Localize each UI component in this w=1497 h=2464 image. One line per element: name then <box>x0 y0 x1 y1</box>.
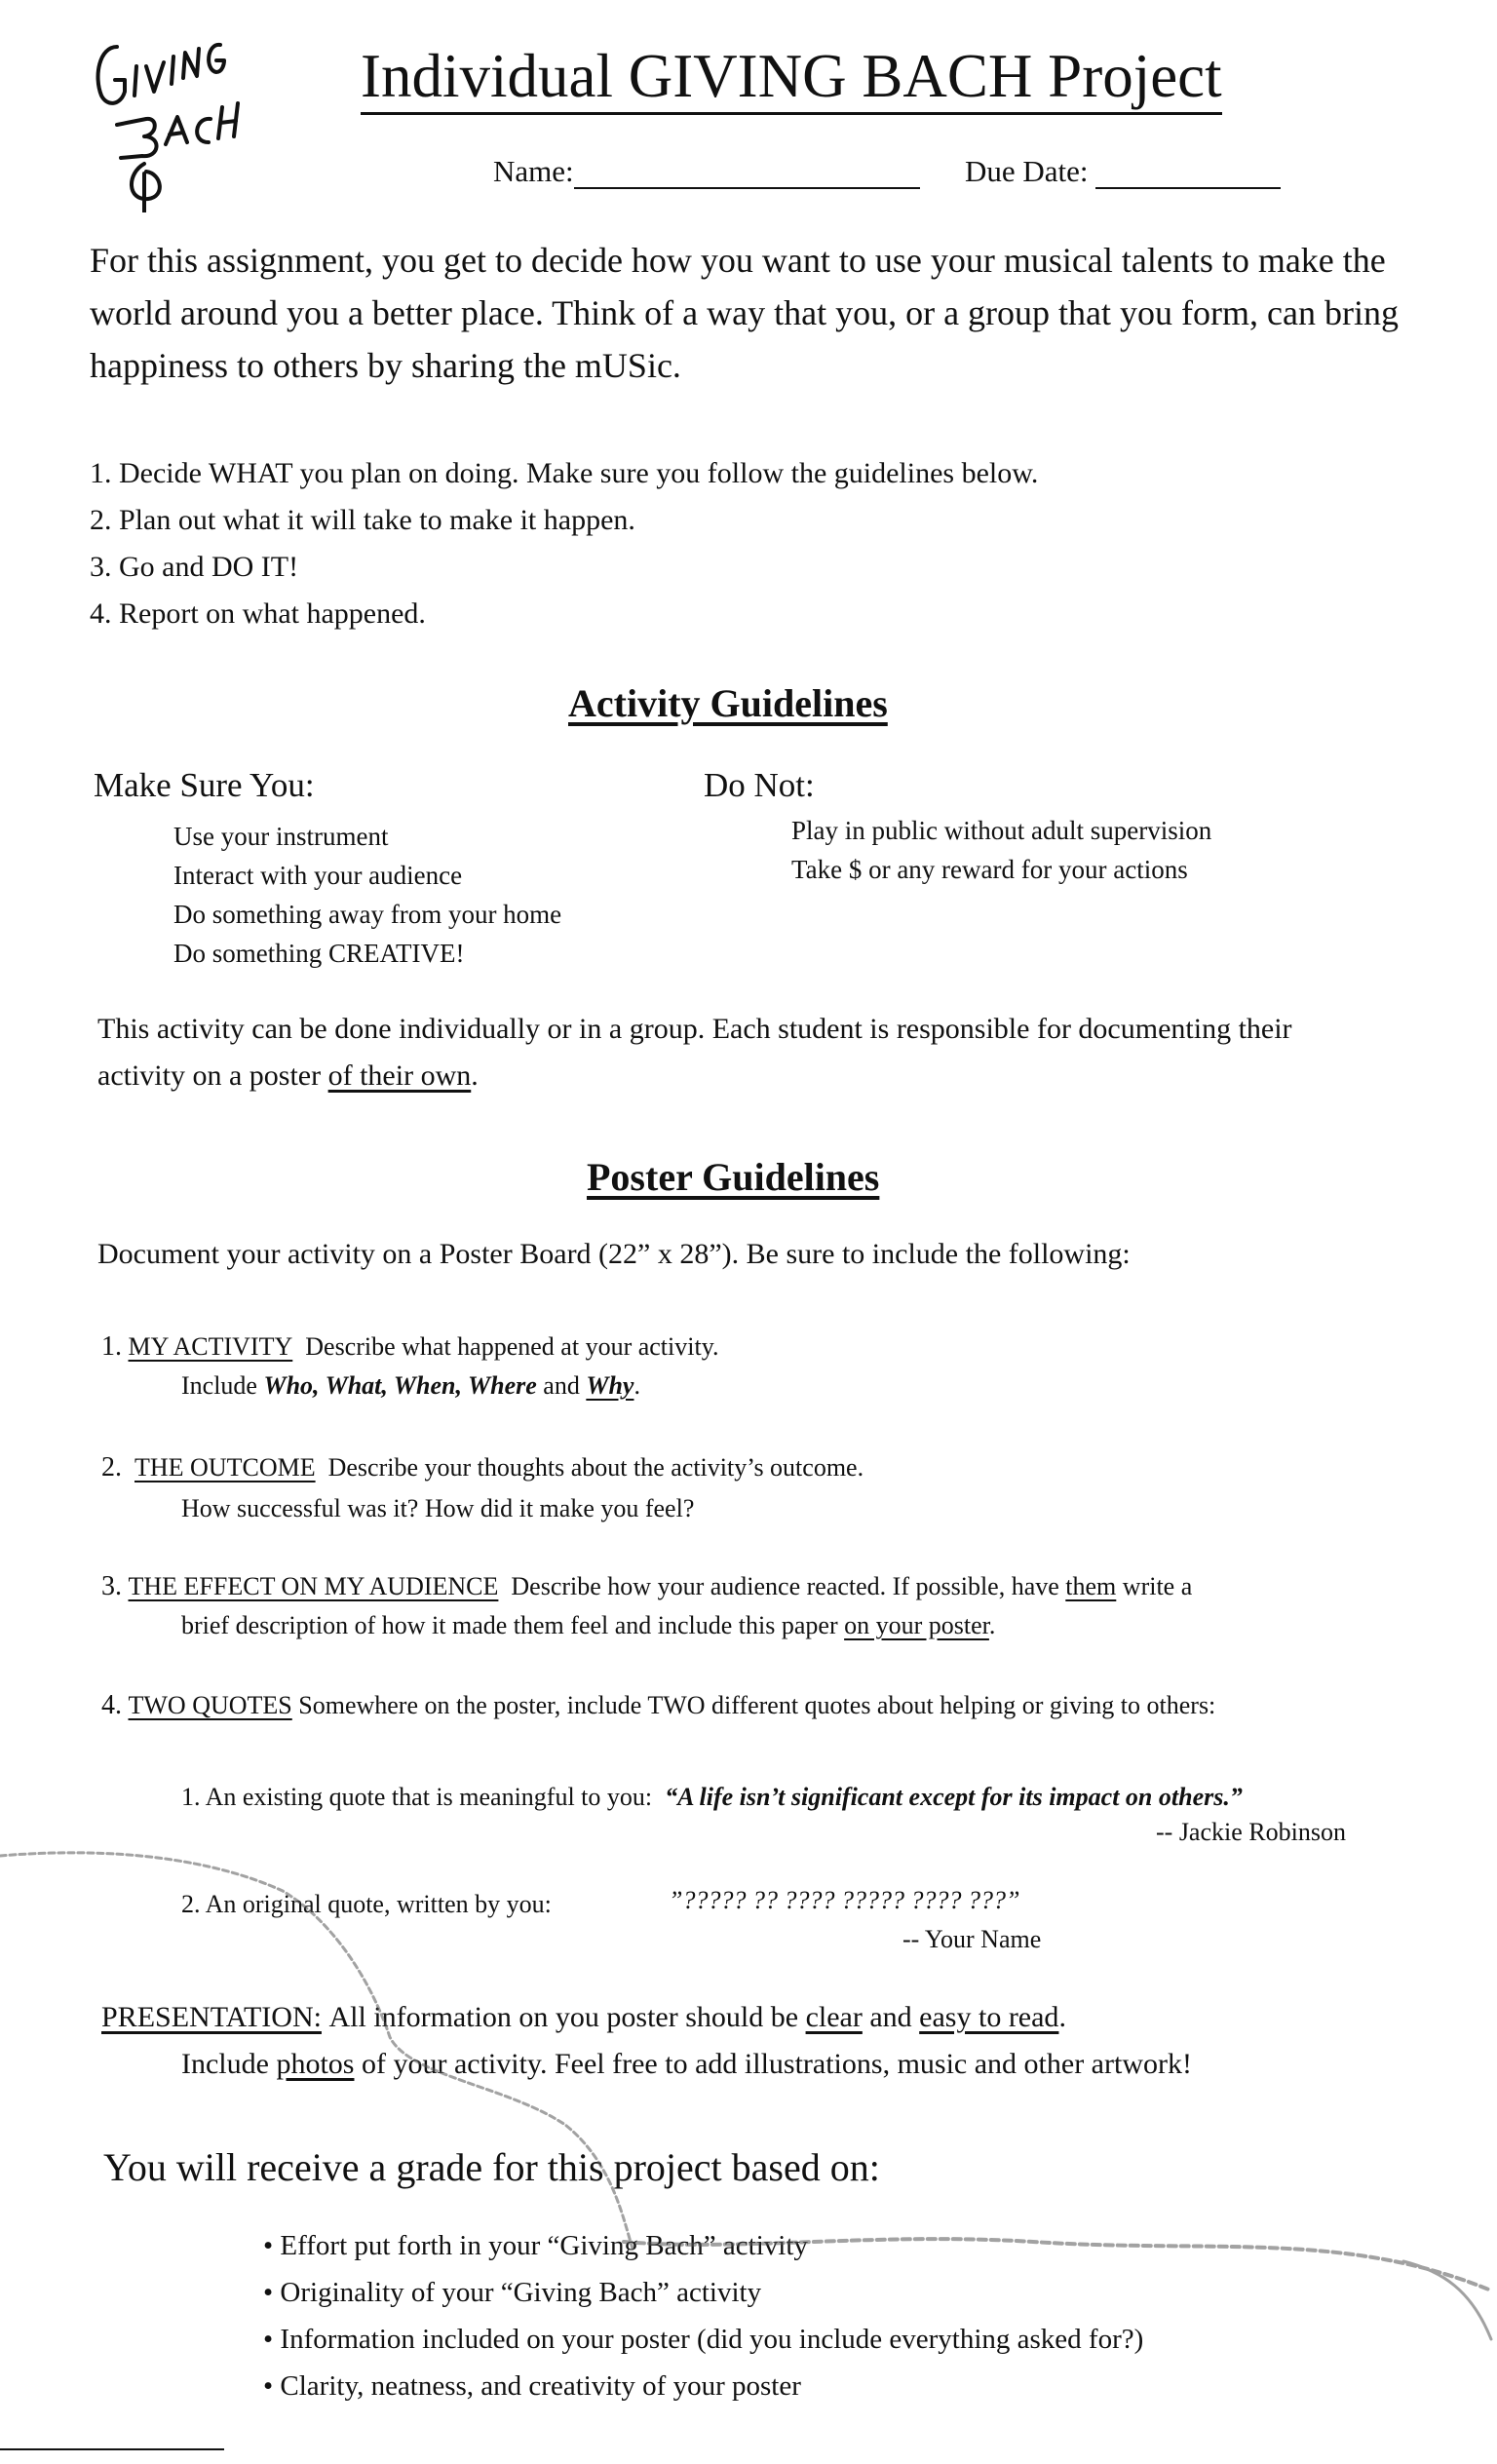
existing-quote-author: -- Jackie Robinson <box>1156 1818 1346 1846</box>
activity-guidelines-heading: Activity Guidelines <box>568 681 888 725</box>
name-label: Name: <box>493 154 574 188</box>
presentation-section: PRESENTATION: All information on you poster should be clear and easy to read. Include photos of your activity. Feel free to add illustrations, music and other artwork! <box>101 2001 1192 2080</box>
step-item: 1. Decide WHAT you plan on doing. Make sure you follow the guidelines below. <box>90 457 1039 489</box>
make-sure-heading: Make Sure You: <box>94 766 315 804</box>
steps-list <box>90 450 1038 637</box>
logo-text: GIVING BACH <box>88 27 95 28</box>
poster-item-effect-detail: brief description of how it made them feel and include this paper on your poster. <box>181 1611 996 1639</box>
existing-quote: 1. An existing quote that is meaningful to you: “A life isn’t significant except for its impact on others.” <box>181 1783 1243 1811</box>
poster-intro: Document your activity on a Poster Board (22” x 28”). Be sure to include the following: <box>97 1238 1131 1270</box>
grade-heading: You will receive a grade for this project based on: <box>103 2145 880 2189</box>
due-date-line <box>1095 160 1281 189</box>
poster-item-quotes: 4. TWO QUOTES Somewhere on the poster, include TWO different quotes about helping or giving to others: <box>101 1690 1216 1720</box>
giving-bach-logo <box>88 27 292 212</box>
original-quote: 2. An original quote, written by you: <box>181 1890 552 1918</box>
page-title: Individual GIVING BACH Project <box>361 41 1222 112</box>
make-sure-item: Do something CREATIVE! <box>173 939 465 968</box>
poster-item-outcome: 2. THE OUTCOME Describe your thoughts about the activity’s outcome. <box>101 1452 864 1482</box>
grade-item: • Effort put forth in your “Giving Bach” activity <box>263 2230 808 2261</box>
do-not-list <box>791 811 1211 889</box>
do-not-heading: Do Not: <box>704 766 815 804</box>
poster-item-effect: 3. THE EFFECT ON MY AUDIENCE Describe how your audience reacted. If possible, have them write a <box>101 1571 1193 1601</box>
due-date-field[interactable] <box>965 154 1281 189</box>
bottom-rule <box>0 2448 224 2450</box>
original-quote-text: ”????? ?? ???? ????? ???? ???” <box>669 1886 1020 1914</box>
name-field[interactable] <box>493 154 920 189</box>
do-not-item: Play in public without adult supervision <box>791 816 1212 845</box>
grade-list <box>263 2222 1143 2409</box>
step-item: 3. Go and DO IT! <box>90 551 299 583</box>
presentation-label: PRESENTATION: <box>101 2001 322 2033</box>
make-sure-list <box>173 817 561 973</box>
due-date-label: Due Date: <box>965 154 1089 188</box>
step-item: 4. Report on what happened. <box>90 597 426 630</box>
grade-item: • Information included on your poster (did you include everything asked for?) <box>263 2324 1144 2355</box>
original-quote-author: -- Your Name <box>902 1925 1042 1953</box>
poster-guidelines-heading: Poster Guidelines <box>587 1155 880 1199</box>
step-item: 2. Plan out what it will take to make it happen. <box>90 504 635 536</box>
intro-paragraph: For this assignment, you get to decide how you want to use your musical talents to make the world around you a better place. Think of a way that you, or a group that you form, can bring happiness to others by sharing the mUSic. <box>90 241 1399 385</box>
poster-item-outcome-detail: How successful was it? How did it make you feel? <box>181 1494 695 1522</box>
name-line <box>574 160 920 189</box>
make-sure-item: Use your instrument <box>173 822 389 851</box>
do-not-item: Take $ or any reward for your actions <box>791 855 1188 884</box>
make-sure-item: Interact with your audience <box>173 861 463 890</box>
grade-item: • Originality of your “Giving Bach” activity <box>263 2277 762 2308</box>
activity-note: This activity can be done individually or in a group. Each student is responsible for documenting their activity on a poster of their own. <box>97 1013 1292 1092</box>
poster-item-my-activity: 1. MY ACTIVITY Describe what happened at your activity. <box>101 1331 719 1362</box>
make-sure-item: Do something away from your home <box>173 900 562 929</box>
poster-item-my-activity-detail: Include Who, What, When, Where and Why. <box>181 1371 640 1400</box>
grade-item: • Clarity, neatness, and creativity of your poster <box>263 2370 801 2402</box>
